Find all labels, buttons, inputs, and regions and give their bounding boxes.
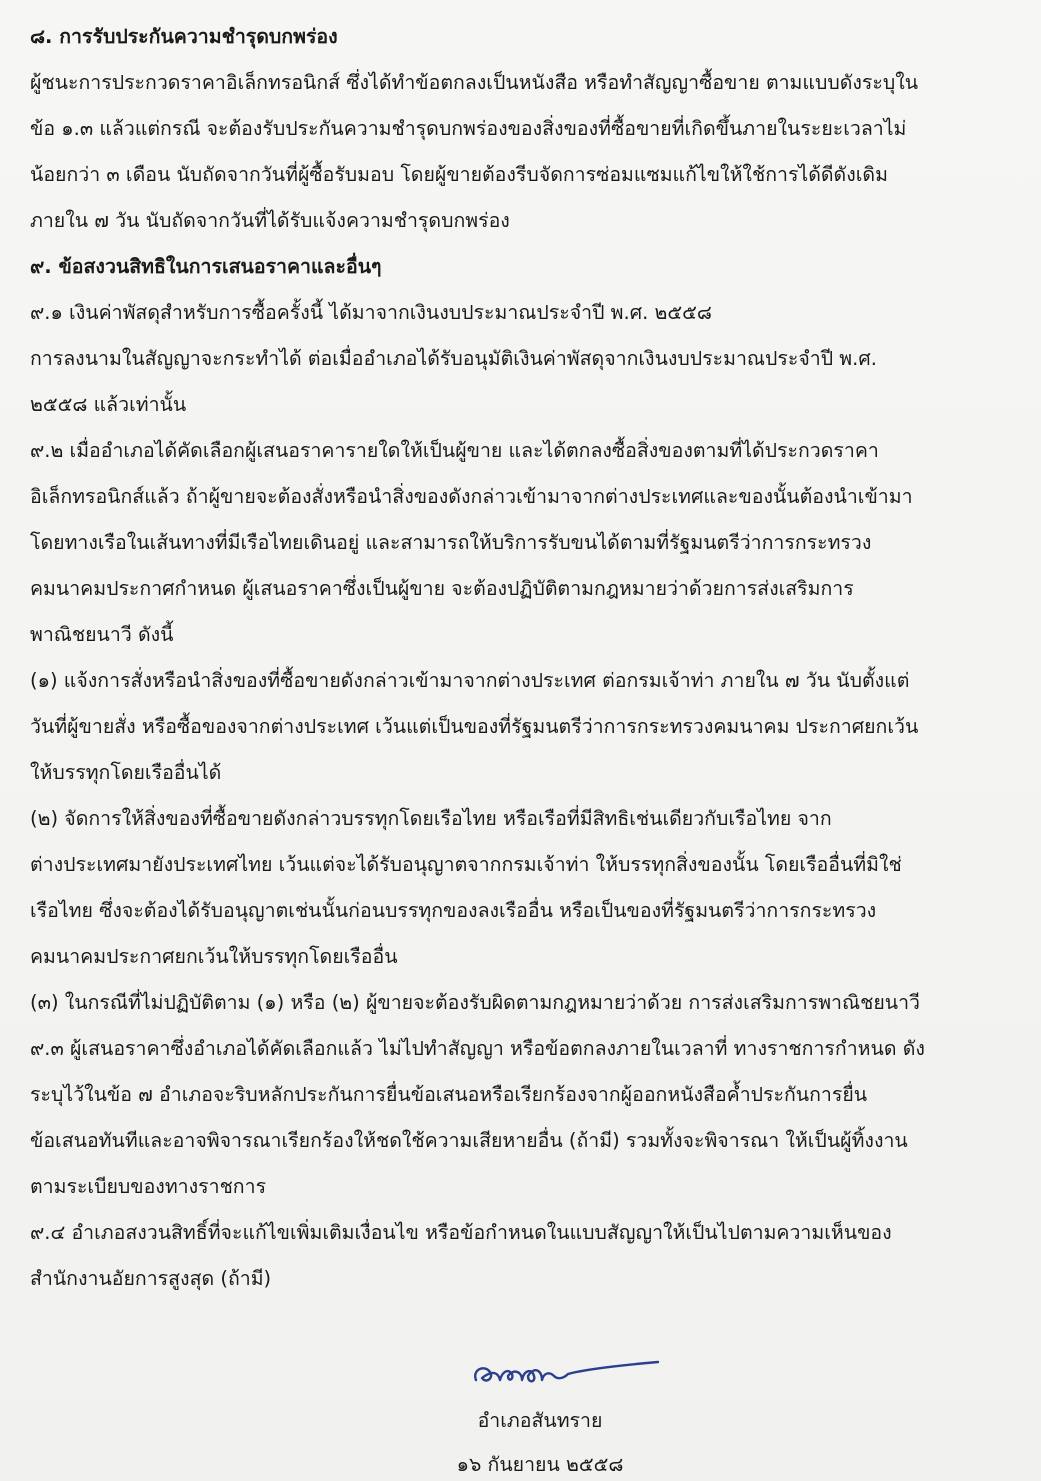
section-9-line: คมนาคมประกาศยกเว้นให้บรรทุกโดยเรืออื่น: [30, 945, 398, 968]
section-9-line: ระบุไว้ในข้อ ๗ อำเภอจะริบหลักประกันการยื่นข้อเสนอหรือเรียกร้องจากผู้ออกหนังสือค้ำประกันการยื่น: [30, 1083, 868, 1106]
signature-block: [0, 1340, 1041, 1481]
signature-organization: อำเภอสันทราย: [477, 1409, 603, 1432]
section-9-line: สำนักงานอัยการสูงสุด (ถ้ามี): [30, 1267, 272, 1290]
section-9-line: ๒๕๕๘ แล้วเท่านั้น: [30, 393, 187, 416]
section-9-line: วันที่ผู้ขายสั่ง หรือซื้อของจากต่างประเทศ เว้นแต่เป็นของที่รัฐมนตรีว่าการกระทรวงคมนาคม ประกาศยกเว้น: [30, 715, 919, 738]
section-9-line: ๙.๒ เมื่ออำเภอได้คัดเลือกผู้เสนอราคารายใดให้เป็นผู้ขาย และได้ตกลงซื้อสิ่งของตามที่ได้ประกวดราคา: [30, 439, 879, 462]
section-9-line: โดยทางเรือในเส้นทางที่มีเรือไทยเดินอยู่ และสามารถให้บริการรับขนได้ตามที่รัฐมนตรีว่าการกระทรวง: [30, 531, 872, 554]
section-9-line: ๙.๔ อำเภอสงวนสิทธิ์ที่จะแก้ไขเพิ่มเติมเงื่อนไข หรือข้อกำหนดในแบบสัญญาให้เป็นไปตามความเห็นของ: [30, 1221, 892, 1244]
section-9-line: พาณิชยนาวี ดังนี้: [30, 623, 174, 646]
document-body: [30, 14, 1030, 1302]
section-9-line: เรือไทย ซึ่งจะต้องได้รับอนุญาตเช่นนั้นก่อนบรรทุกของลงเรืออื่น หรือเป็นของที่รัฐมนตรีว่าการกระทรวง: [30, 899, 877, 922]
section-9-line: ให้บรรทุกโดยเรืออื่นได้: [30, 761, 222, 784]
section-9-line: ข้อเสนอทันทีและอาจพิจารณาเรียกร้องให้ชดใช้ความเสียหายอื่น (ถ้ามี) รวมทั้งจะพิจารณา ให้เป็นผู้ทิ้งงาน: [30, 1129, 908, 1152]
signature-date: ๑๖ กันยายน ๒๕๕๘: [456, 1453, 624, 1476]
section-9-line: ตามระเบียบของทางราชการ: [30, 1175, 267, 1198]
section-9-line: ต่างประเทศมายังประเทศไทย เว้นแต่จะได้รับอนุญาตจากกรมเจ้าท่า ให้บรรทุกสิ่งของนั้น โดยเรืออื่นที่มิใช่: [30, 853, 902, 876]
section-8-line: ภายใน ๗ วัน นับถัดจากวันที่ได้รับแจ้งความชำรุดบกพร่อง: [30, 209, 510, 232]
section-9-heading: ๙. ข้อสงวนสิทธิในการเสนอราคาและอื่นๆ: [30, 255, 382, 278]
section-9-line: การลงนามในสัญญาจะกระทำได้ ต่อเมื่ออำเภอได้รับอนุมัติเงินค่าพัสดุจากเงินงบประมาณประจำปี พ.ศ.: [30, 347, 877, 370]
section-9-line: (๑) แจ้งการสั่งหรือนำสิ่งของที่ซื้อขายดังกล่าวเข้ามาจากต่างประเทศ ต่อกรมเจ้าท่า ภายใน ๗ วัน นับตั้งแต่: [30, 669, 910, 692]
section-8-line: น้อยกว่า ๓ เดือน นับถัดจากวันที่ผู้ซื้อรับมอบ โดยผู้ขายต้องรีบจัดการซ่อมแซมแก้ไขให้ใช้การได้ดีดังเดิม: [30, 163, 888, 186]
section-8-line: ผู้ชนะการประกวดราคาอิเล็กทรอนิกส์ ซึ่งได้ทำข้อตกลงเป็นหนังสือ หรือทำสัญญาซื้อขาย ตามแบบดังระบุใน: [30, 71, 919, 94]
section-9-line: (๓) ในกรณีที่ไม่ปฏิบัติตาม (๑) หรือ (๒) ผู้ขายจะต้องรับผิดตามกฎหมายว่าด้วย การส่งเสริมการพาณิชยนาวี: [30, 991, 920, 1014]
section-9-line: ๙.๑ เงินค่าพัสดุสำหรับการซื้อครั้งนี้ ได้มาจากเงินงบประมาณประจำปี พ.ศ. ๒๕๕๘: [30, 301, 712, 324]
handwritten-signature: [462, 1350, 662, 1398]
section-8-line: ข้อ ๑.๓ แล้วแต่กรณี จะต้องรับประกันความชำรุดบกพร่องของสิ่งของที่ซื้อขายที่เกิดขึ้นภายในระยะเวลาไม่: [30, 117, 907, 140]
section-8-heading: ๘. การรับประกันความชำรุดบกพร่อง: [30, 25, 338, 48]
section-9-line: อิเล็กทรอนิกส์แล้ว ถ้าผู้ขายจะต้องสั่งหรือนำสิ่งของดังกล่าวเข้ามาจากต่างประเทศและของนั้นต้องนำเข้ามา: [30, 485, 913, 508]
section-9-line: (๒) จัดการให้สิ่งของที่ซื้อขายดังกล่าวบรรทุกโดยเรือไทย หรือเรือที่มีสิทธิเช่นเดียวกับเรือไทย จาก: [30, 807, 832, 830]
section-9-line: คมนาคมประกาศกำหนด ผู้เสนอราคาซึ่งเป็นผู้ขาย จะต้องปฏิบัติตามกฎหมายว่าด้วยการส่งเสริมการ: [30, 577, 854, 600]
section-9-line: ๙.๓ ผู้เสนอราคาซึ่งอำเภอได้คัดเลือกแล้ว ไม่ไปทำสัญญา หรือข้อตกลงภายในเวลาที่ ทางราชการกำหนด ดัง: [30, 1037, 925, 1060]
